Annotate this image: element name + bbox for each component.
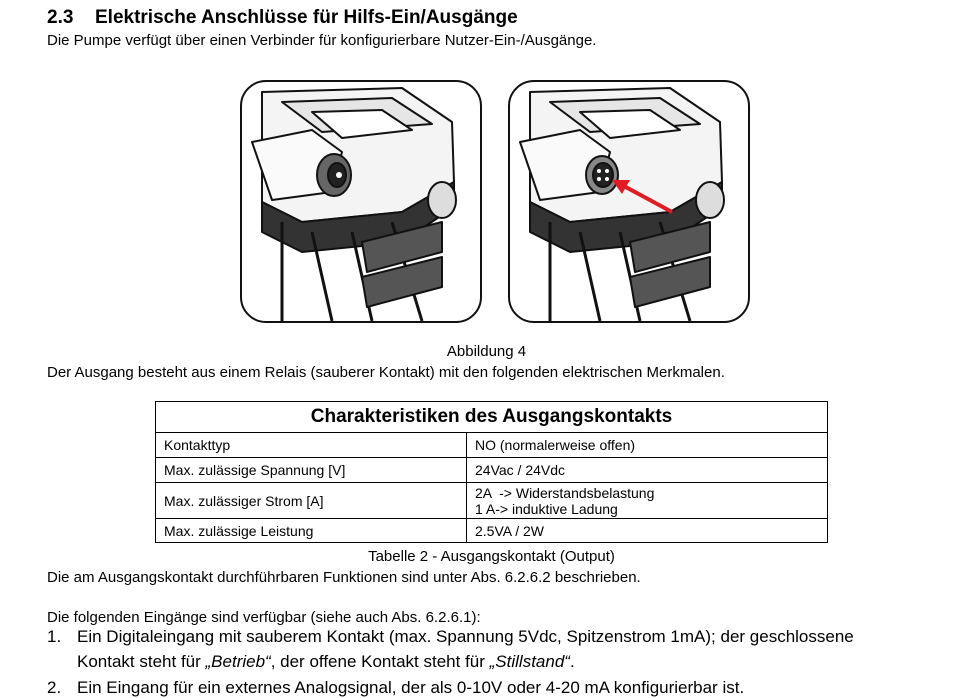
row-value: NO (normalerweise offen) (467, 433, 828, 458)
list-number: 2. (47, 678, 62, 697)
term-stillstand: „Stillstand“ (489, 652, 570, 671)
table-row (156, 519, 828, 543)
row-value-line-2: 1 A-> induktive Ladung (475, 500, 618, 517)
row-value (467, 483, 828, 519)
section-number: 2.3 (47, 7, 74, 28)
term-betrieb: „Betrieb“ (205, 652, 271, 671)
pump-photo-connector-arrow (508, 80, 750, 323)
output-contact-table (155, 401, 828, 543)
row-value: 24Vac / 24Vdc (467, 458, 828, 483)
intro-paragraph: Die Pumpe verfügt über einen Verbinder für konfigurierbare Nutzer-Ein-/Ausgänge. (47, 32, 597, 49)
connector-cap-icon (317, 154, 351, 196)
list-text: Kontakt steht für (77, 652, 206, 671)
output-description: Der Ausgang besteht aus einem Relais (sauberer Kontakt) mit den folgenden elektrischen Merkmalen. (47, 364, 725, 381)
list-text: . (569, 652, 575, 671)
list-item-continuation (77, 652, 575, 672)
row-key: Kontakttyp (156, 433, 467, 458)
table-row (156, 433, 828, 458)
row-value: 2.5VA / 2W (467, 519, 828, 543)
row-value-line-1: 2A -> Widerstandsbelastung (475, 484, 655, 501)
list-text: Ein Eingang für ein externes Analogsignal, der als 0-10V oder 4-20 mA konfigurierbar ist. (77, 678, 745, 697)
list-text: , der offene Kontakt steht für (270, 652, 490, 671)
table-row (156, 458, 828, 483)
inputs-intro: Die folgenden Eingänge sind verfügbar (siehe auch Abs. 6.2.6.1): (47, 609, 481, 626)
row-key: Max. zulässiger Strom [A] (156, 483, 467, 519)
list-item (47, 678, 744, 698)
list-number: 1. (47, 627, 62, 646)
connector-socket-icon (586, 156, 618, 194)
table-row (156, 483, 828, 519)
pump-photo-with-cap (240, 80, 482, 323)
figure-caption: Abbildung 4 (446, 343, 527, 360)
list-text: Ein Digitaleingang mit sauberem Kontakt (max. Spannung 5Vdc, Spitzenstrom 1mA); der geschlossene (77, 627, 854, 646)
functions-reference: Die am Ausgangskontakt durchführbaren Funktionen sind unter Abs. 6.2.6.2 beschrieben. (47, 569, 641, 586)
row-key: Max. zulässige Spannung [V] (156, 458, 467, 483)
table-title: Charakteristiken des Ausgangskontakts (156, 402, 828, 433)
list-item (47, 627, 854, 647)
row-key: Max. zulässige Leistung (156, 519, 467, 543)
section-title: Elektrische Anschlüsse für Hilfs-Ein/Ausgänge (95, 7, 518, 28)
table-caption: Tabelle 2 - Ausgangskontakt (Output) (368, 548, 615, 565)
section-heading (47, 7, 518, 29)
